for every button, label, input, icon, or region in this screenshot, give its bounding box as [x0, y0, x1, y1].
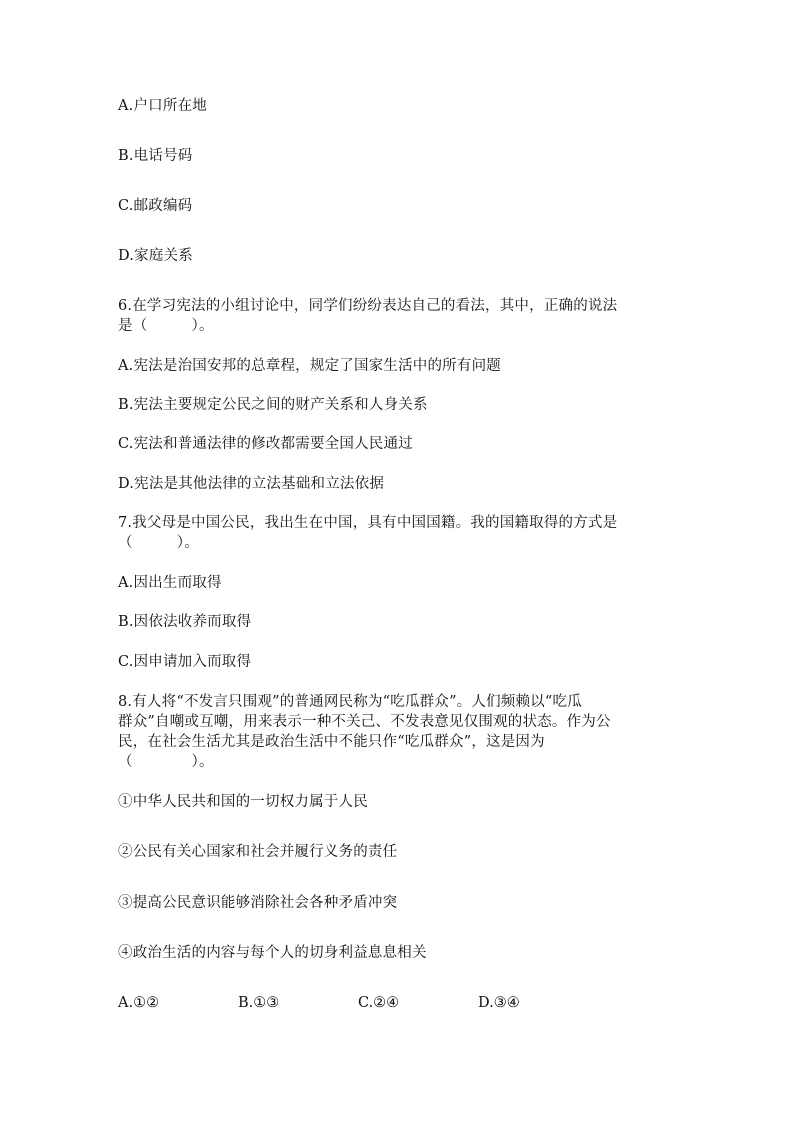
q6-option-d: D.宪法是其他法律的立法基础和立法依据 [118, 476, 385, 492]
q8-options-row [118, 993, 598, 1013]
q8-option-a: A.①② [118, 995, 160, 1011]
q8-stem-line1: 8.有人将“不发言只围观”的普通网民称为“吃瓜群众”。人们频赖以“吃瓜 [118, 694, 582, 710]
q5-option-d: D.家庭关系 [118, 248, 193, 264]
q5-option-b: B.电话号码 [118, 148, 193, 164]
q8-stem-line4: （ ）。 [118, 754, 214, 770]
q8-statement-3: ③提高公民意识能够消除社会各种矛盾冲突 [118, 895, 398, 911]
q7-stem-line2: （ ）。 [118, 535, 199, 551]
q7-stem-line1: 7.我父母是中国公民，我出生在中国，具有中国国籍。我的国籍取得的方式是 [118, 515, 618, 531]
q6-option-a: A.宪法是治国安邦的总章程，规定了国家生活中的所有问题 [118, 358, 501, 374]
q8-stem-line2: 群众”自嘲或互嘲，用来表示一种不关己、不发表意见仅围观的状态。作为公 [118, 714, 611, 730]
q8-statement-1: ①中华人民共和国的一切权力属于人民 [118, 794, 368, 810]
q8-stem-line3: 民，在社会生活尤其是政治生活中不能只作“吃瓜群众”，这是因为 [118, 734, 545, 750]
q8-option-c: C.②④ [358, 995, 400, 1011]
q7-option-a: A.因出生而取得 [118, 575, 222, 591]
q6-stem-line1: 6.在学习宪法的小组讨论中，同学们纷纷表达自己的看法，其中，正确的说法 [118, 298, 618, 314]
q5-option-a: A.户口所在地 [118, 98, 207, 114]
q5-option-c: C.邮政编码 [118, 198, 193, 214]
q8-option-d: D.③④ [478, 995, 520, 1011]
q8-statement-4: ④政治生活的内容与每个人的切身利益息息相关 [118, 945, 427, 961]
q7-option-b: B.因依法收养而取得 [118, 614, 252, 630]
q8-option-b: B.①③ [238, 995, 280, 1011]
q6-stem-line2: 是（ ）。 [118, 318, 214, 334]
q7-option-c: C.因申请加入而取得 [118, 654, 252, 670]
q8-statement-2: ②公民有关心国家和社会并履行义务的责任 [118, 844, 398, 860]
q6-option-b: B.宪法主要规定公民之间的财产关系和人身关系 [118, 397, 428, 413]
q6-option-c: C.宪法和普通法律的修改都需要全国人民通过 [118, 436, 413, 452]
